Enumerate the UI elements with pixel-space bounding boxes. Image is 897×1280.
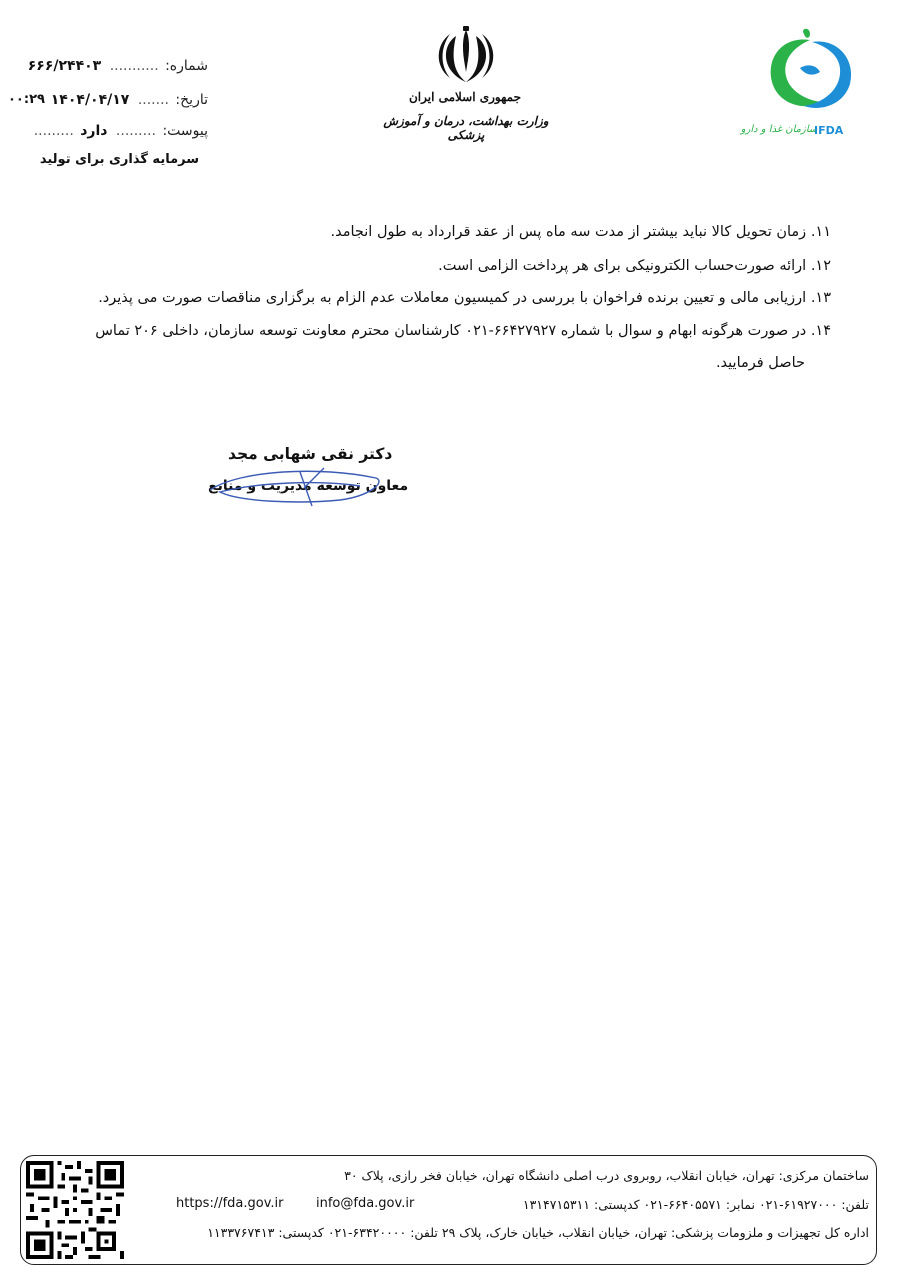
letter-number: ۶۶۶/۲۴۴۰۳ <box>27 58 102 74</box>
list-item <box>95 323 831 339</box>
dots: ....... <box>137 92 169 108</box>
item-number: ۱۴. <box>810 323 831 339</box>
footer-contact: تلفن: ۶۱۹۲۷۰۰۰-۰۲۱ نمابر: ۶۶۴۰۵۵۷۱-۰۲۱ کدپستی: ۱۳۱۴۷۱۵۳۱۱ <box>522 1197 869 1212</box>
signatory-name: دکتر نقی شهابی مجد <box>228 445 393 463</box>
list-item <box>331 224 832 240</box>
footer-address: ساختمان مرکزی: تهران، خیابان انقلاب، روبروی درب اصلی دانشگاه تهران، خیابان فخر رازی، پلاک ۳۰ <box>344 1168 869 1183</box>
dots: ........... <box>109 58 159 74</box>
footer-email-link[interactable]: info@fda.gov.ir <box>316 1196 415 1211</box>
list-item <box>438 258 831 274</box>
letter-time: ۰۰:۲۹ <box>8 92 45 107</box>
dots: ......... <box>115 123 156 139</box>
letter-date: ۱۴۰۴/۰۴/۱۷ <box>50 92 130 108</box>
footer-website-link[interactable]: https://fda.gov.ir <box>176 1196 284 1211</box>
item-text: در صورت هرگونه ابهام و سوال با شماره ۶۶۴۲۷۹۲۷-۰۲۱ کارشناسان محترم معاونت توسعه سازمان، داخلی ۲۰۶ تماس <box>95 323 807 339</box>
item-text: زمان تحویل کالا نباید بیشتر از مدت سه ماه پس از عقد قرارداد به طول انجامد. <box>330 224 807 240</box>
emblem-ministry-text: وزارت بهداشت، درمان و آموزش پزشکی <box>383 114 549 142</box>
attachment-value: دارد <box>80 123 108 139</box>
dots: ......... <box>33 123 74 139</box>
attachment-row <box>34 123 208 139</box>
item-text: ارائه صورت‌حساب الکترونیکی برای هر پرداخت الزامی است. <box>438 258 807 274</box>
footer-equipment-office: اداره کل تجهیزات و ملزومات پزشکی: تهران، خیابان انقلاب، خیابان خارک، پلاک ۲۹ تلفن: ۶۳۴۲۰۰۰۰-۰۲۱ کدپستی: ۱۱۳۳۷۶۷۴۱۳ <box>207 1225 869 1240</box>
number-row <box>28 58 208 74</box>
date-row <box>51 92 208 108</box>
subject-line: سرمایه گذاری برای تولید <box>39 152 199 167</box>
date-label: تاریخ: <box>175 92 208 108</box>
item-continuation: حاصل فرمایید. <box>715 355 805 371</box>
ifda-logo-icon <box>760 28 860 118</box>
attachment-label: پیوست: <box>162 123 208 139</box>
ifda-persian-name: سازمان غذا و دارو <box>740 124 818 135</box>
item-number: ۱۳. <box>810 290 831 306</box>
ifda-abbreviation: IFDA <box>814 124 844 137</box>
signatory-title: معاون توسعه مدیریت و منابع <box>208 478 409 494</box>
handwritten-signature-icon <box>200 462 390 510</box>
item-number: ۱۱. <box>810 224 831 240</box>
qr-code-icon <box>26 1161 124 1259</box>
emblem-republic-text: جمهوری اسلامی ایران <box>408 90 522 104</box>
item-number: ۱۲. <box>810 258 831 274</box>
number-label: شماره: <box>165 58 208 74</box>
item-text: ارزیابی مالی و تعیین برنده فراخوان با بررسی در کمیسیون معاملات عدم الزام به برگزاری مناقصات صورت می پذیرد. <box>98 290 807 306</box>
list-item <box>98 290 831 306</box>
iran-emblem-icon <box>430 26 502 88</box>
